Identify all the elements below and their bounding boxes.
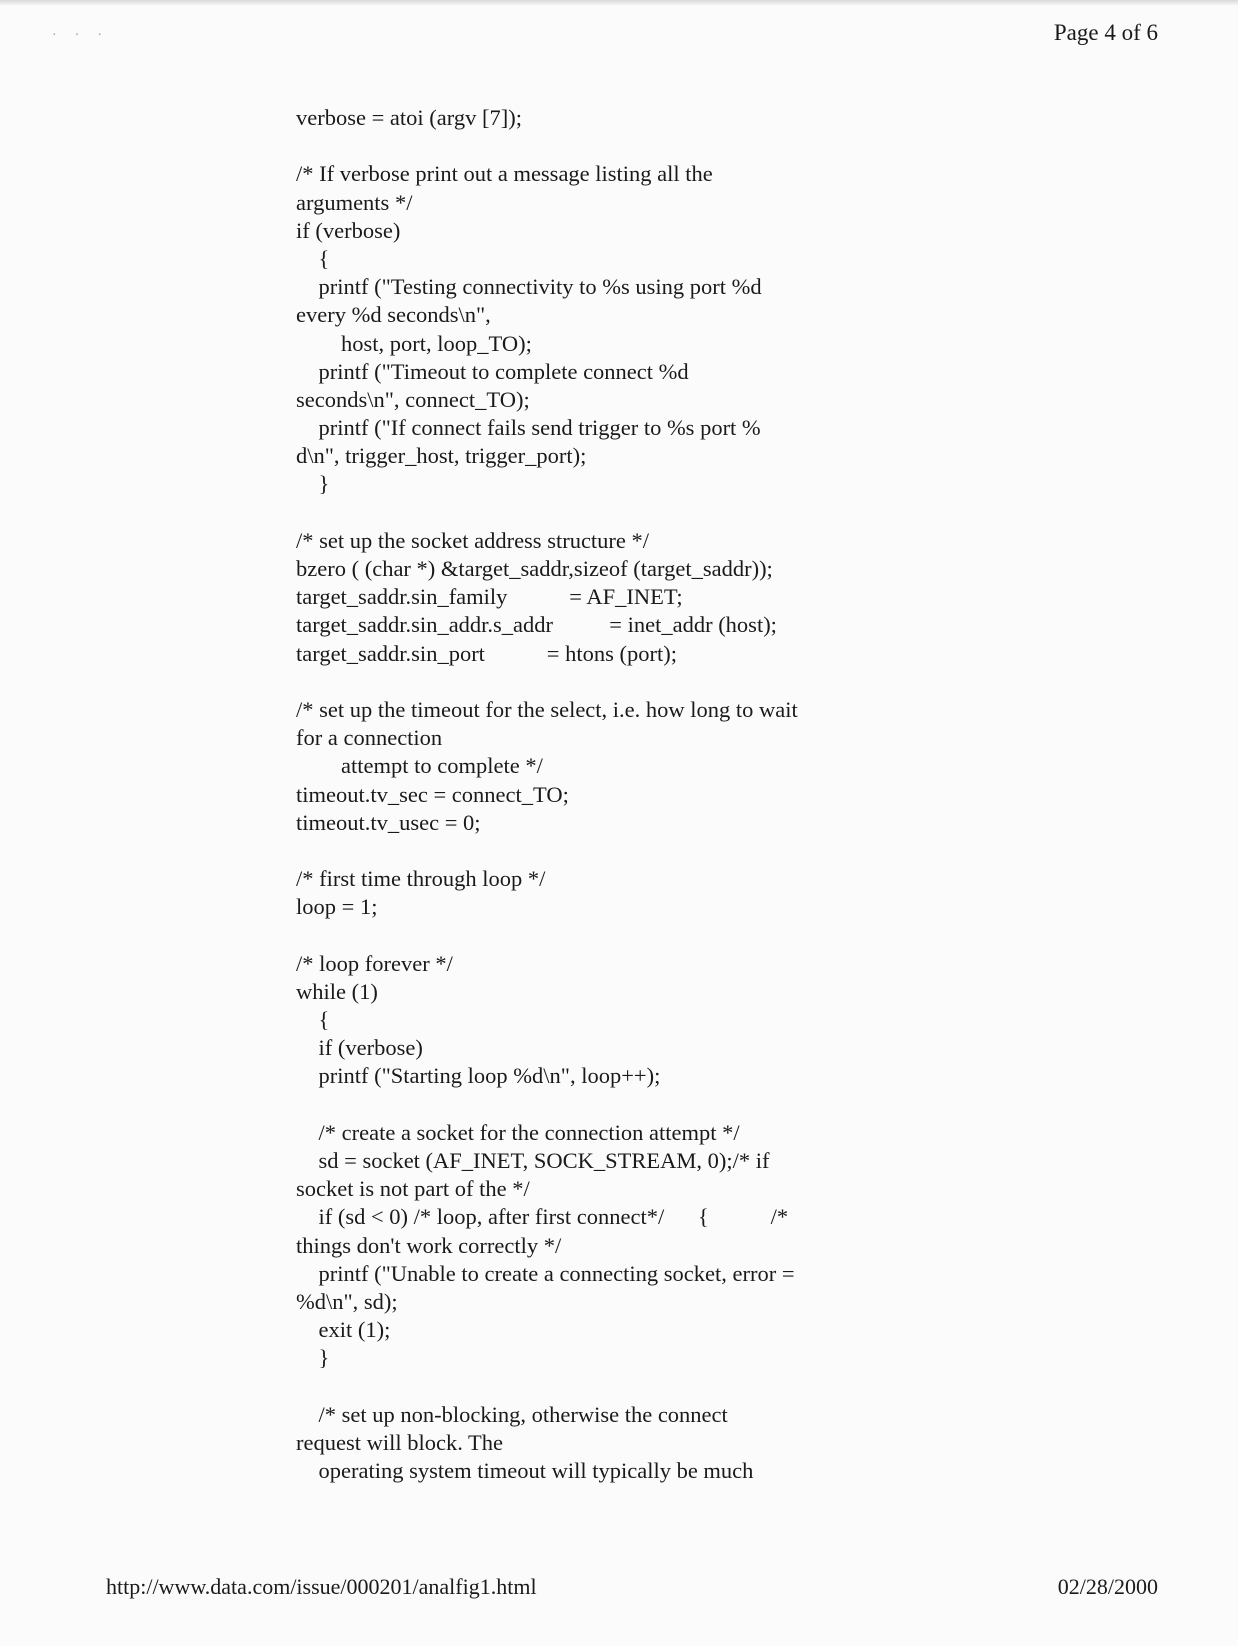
code-line: } — [296, 1345, 330, 1371]
scan-top-edge — [0, 0, 1238, 6]
code-line: /* create a socket for the connection attempt */ — [296, 1119, 740, 1145]
code-line: seconds\n", connect_TO); — [296, 386, 530, 412]
code-line: host, port, loop_TO); — [296, 330, 532, 356]
code-line: target_saddr.sin_addr.s_addr = inet_addr (host); — [296, 612, 777, 638]
code-line: /* set up non-blocking, otherwise the connect — [296, 1401, 728, 1427]
code-line: printf ("Unable to create a connecting socket, error = — [296, 1260, 795, 1286]
code-line: request will block. The — [296, 1429, 504, 1455]
code-line: /* If verbose print out a message listing all the — [296, 161, 713, 187]
code-line — [296, 668, 866, 696]
code-line: while (1) — [296, 978, 378, 1004]
code-line: /* first time through loop */ — [296, 866, 546, 892]
code-line: loop = 1; — [296, 894, 378, 920]
code-line — [296, 837, 866, 865]
code-line: d\n", trigger_host, trigger_port); — [296, 443, 587, 469]
code-line: printf ("Timeout to complete connect %d — [296, 358, 689, 384]
code-line: /* set up the timeout for the select, i.e. how long to wait — [296, 696, 798, 722]
code-line: target_saddr.sin_port = htons (port); — [296, 640, 677, 666]
code-line: things don't work correctly */ — [296, 1232, 562, 1258]
code-line: arguments */ — [296, 189, 413, 215]
code-line: verbose = atoi (argv [7]); — [296, 105, 522, 130]
code-line: timeout.tv_usec = 0; — [296, 809, 481, 835]
page-number: Page 4 of 6 — [1053, 20, 1158, 45]
code-line: /* loop forever */ — [296, 950, 453, 976]
code-line: attempt to complete */ — [296, 753, 543, 779]
code-listing — [296, 104, 866, 1485]
code-line: { — [296, 1007, 330, 1032]
code-line: bzero ( (char *) &target_saddr,sizeof (target_saddr)); — [296, 556, 773, 581]
code-line: if (verbose) — [296, 217, 401, 243]
code-line: if (sd < 0) /* loop, after first connect*/ { /* — [296, 1204, 789, 1230]
code-line: for a connection — [296, 725, 443, 751]
code-line — [296, 921, 866, 949]
scan-specks: ··· — [52, 28, 120, 43]
code-line: /* set up the socket address structure */ — [296, 527, 650, 553]
code-line: printf ("Testing connectivity to %s using port %d — [296, 274, 762, 300]
code-line: socket is not part of the */ — [296, 1176, 530, 1202]
code-line — [296, 1091, 866, 1119]
code-line: target_saddr.sin_family = AF_INET; — [296, 584, 683, 610]
code-line: { — [296, 245, 330, 271]
footer-url: http://www.data.com/issue/000201/analfig1.html — [106, 1574, 537, 1599]
code-line — [296, 1372, 866, 1400]
code-line: %d\n", sd); — [296, 1288, 398, 1314]
code-line: if (verbose) — [296, 1035, 423, 1061]
code-line — [296, 132, 866, 160]
footer-date: 02/28/2000 — [1057, 1574, 1158, 1599]
code-line: every %d seconds\n", — [296, 302, 491, 328]
code-line: printf ("Starting loop %d\n", loop++); — [296, 1063, 661, 1089]
code-line: operating system timeout will typically be much — [296, 1458, 754, 1483]
code-line: timeout.tv_sec = connect_TO; — [296, 781, 569, 807]
code-line: sd = socket (AF_INET, SOCK_STREAM, 0);/* if — [296, 1147, 770, 1173]
code-line: printf ("If connect fails send trigger to %s port % — [296, 415, 761, 441]
code-line: exit (1); — [296, 1317, 391, 1343]
code-line: } — [296, 471, 330, 497]
code-line — [296, 499, 866, 527]
